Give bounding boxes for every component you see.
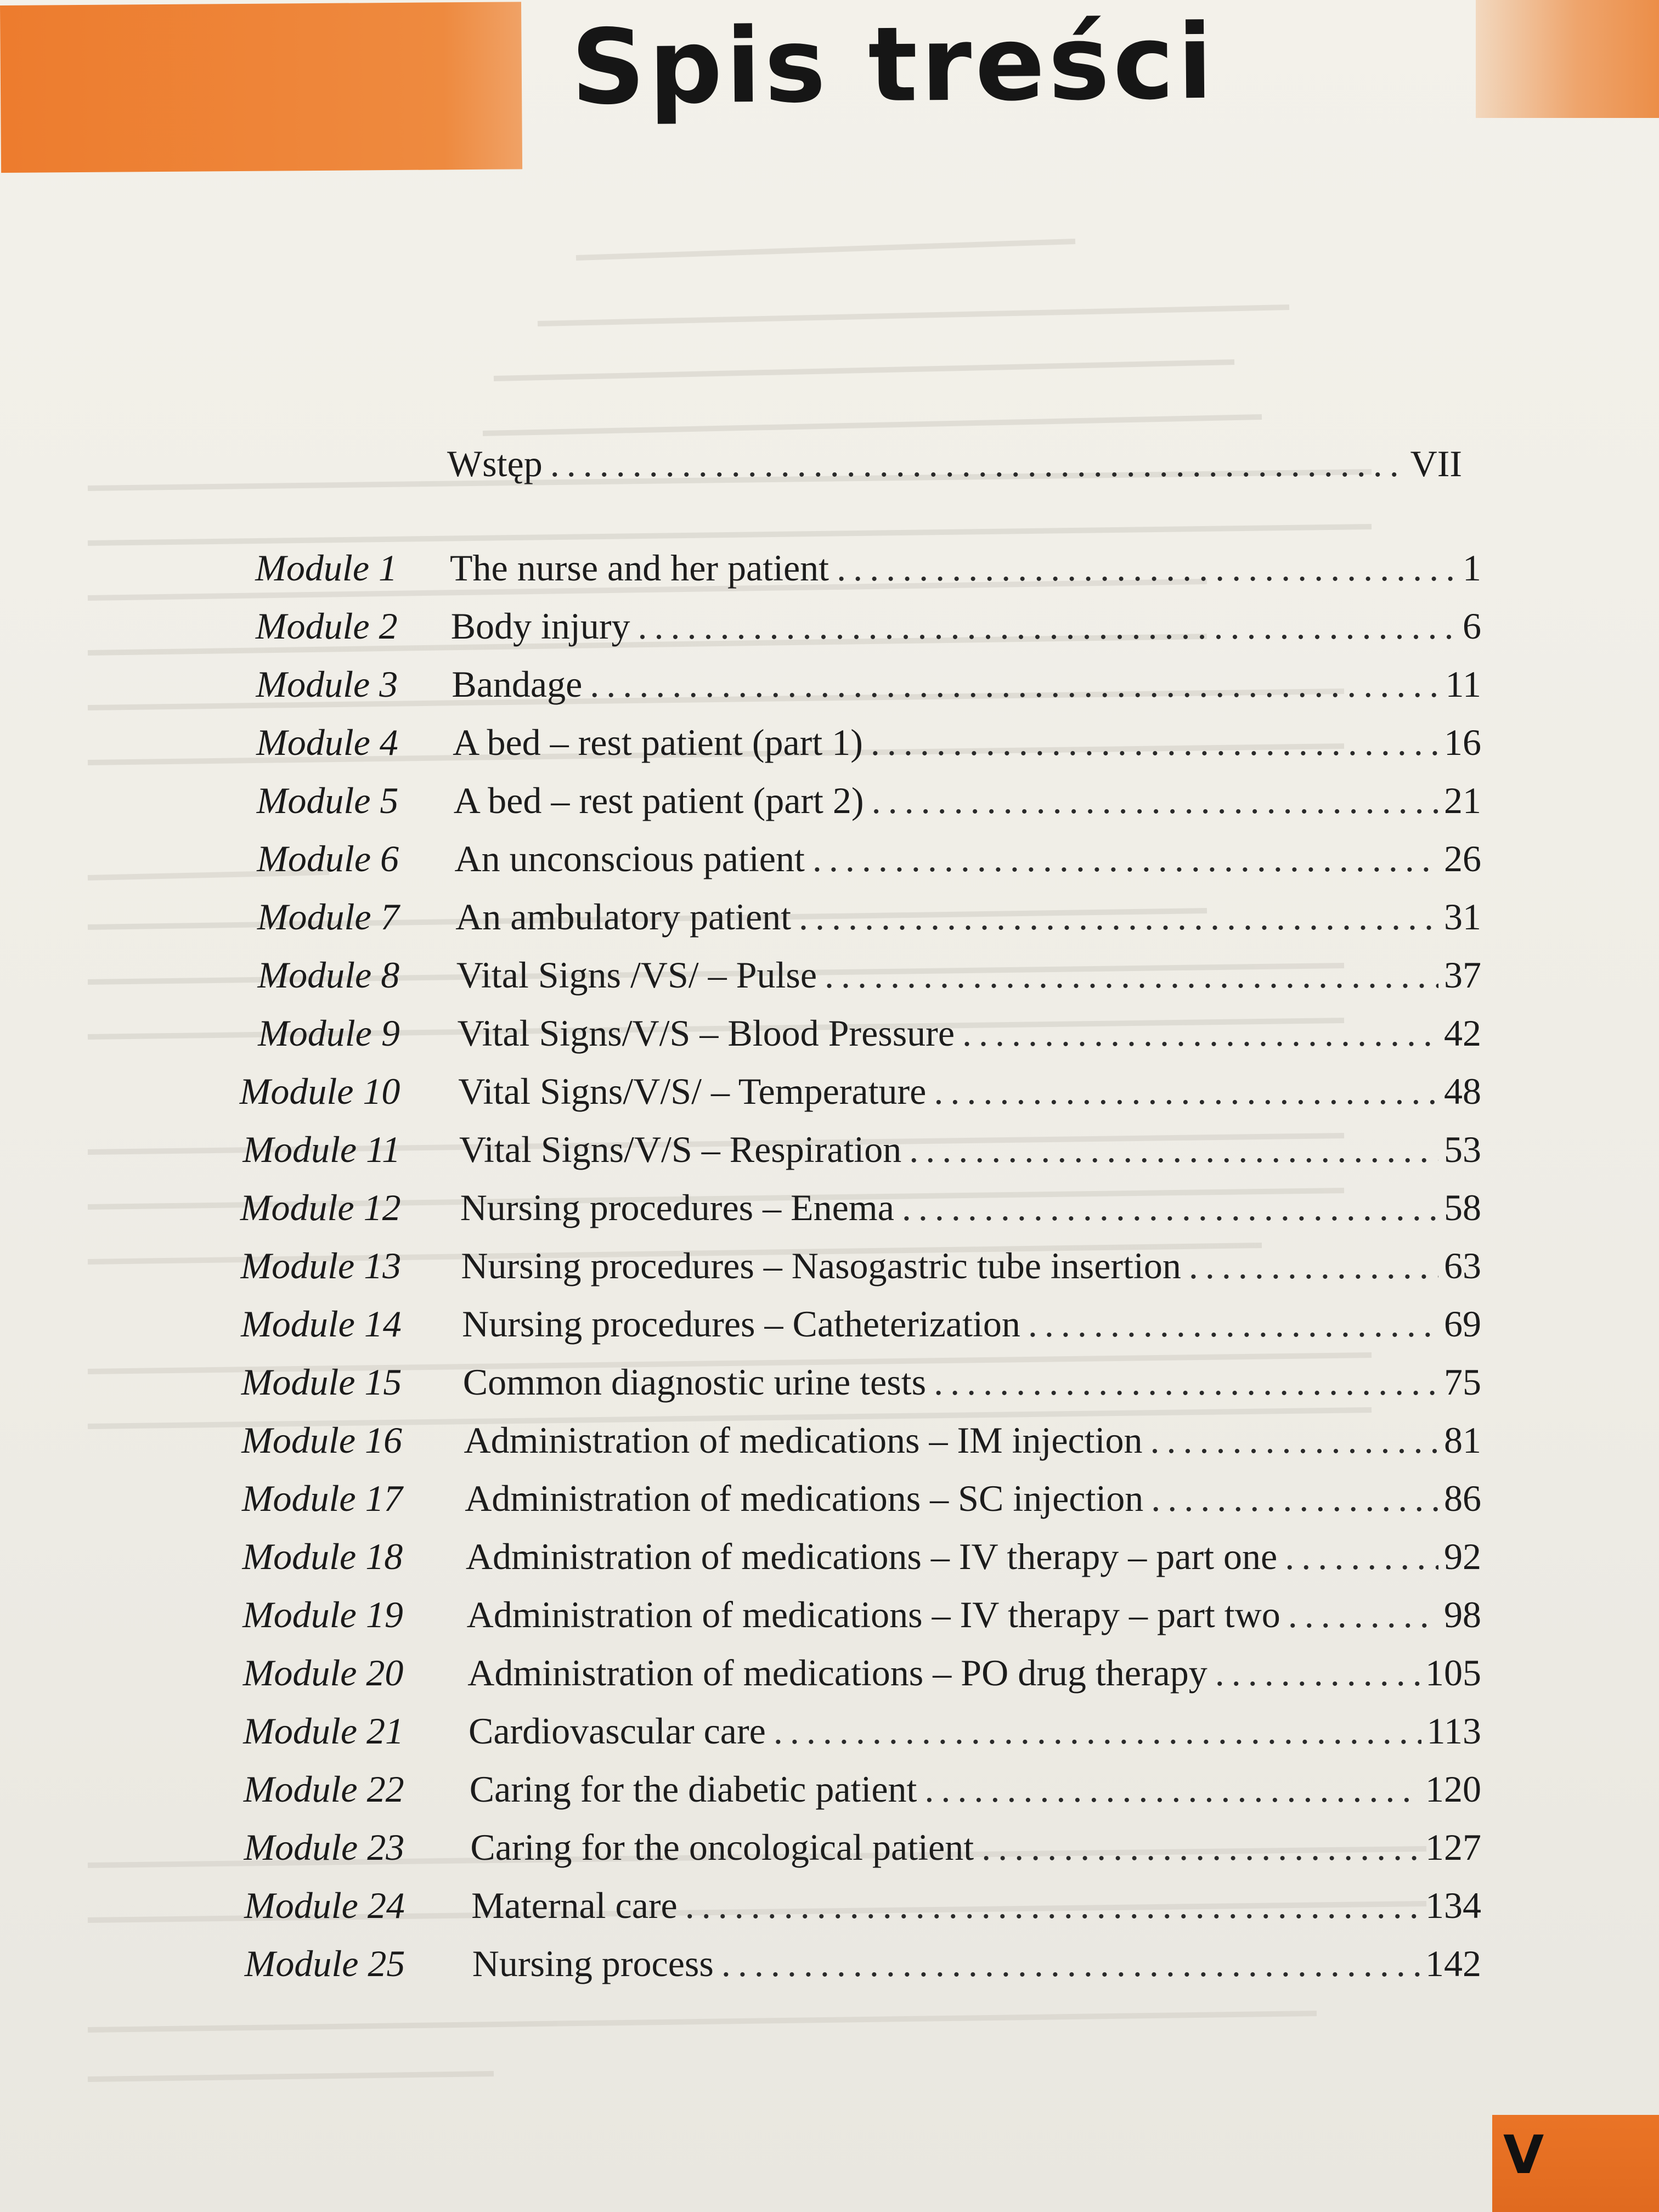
module-label: Module 17 [241, 1477, 403, 1519]
toc-module-row [0, 1238, 1659, 1293]
dot-leader [1028, 1296, 1438, 1351]
toc-module-row [0, 1180, 1659, 1235]
module-page-number: 53 [1444, 1128, 1481, 1170]
module-entry [451, 599, 1481, 653]
module-entry [471, 1878, 1481, 1933]
module-page-number: 92 [1443, 1536, 1481, 1577]
module-label: Module 10 [239, 1070, 400, 1112]
module-title: Administration of medications – IV therapy – part one [465, 1536, 1278, 1577]
module-label: Module 5 [256, 780, 399, 821]
module-page-number: 42 [1443, 1012, 1481, 1054]
module-title: Administration of medications – PO drug therapy [467, 1652, 1207, 1694]
module-page-number: 1 [1463, 547, 1481, 589]
toc-module-row [0, 1703, 1659, 1758]
toc-module-row [0, 1471, 1659, 1526]
dot-leader [1285, 1529, 1438, 1584]
module-page-number: 31 [1443, 896, 1481, 938]
module-title: Body injury [450, 605, 630, 647]
toc-module-row [0, 599, 1659, 653]
module-title: Administration of medications – IV therapy – part two [466, 1594, 1280, 1635]
module-page-number: 48 [1443, 1070, 1481, 1112]
module-title: Vital Signs/V/S – Blood Pressure [457, 1012, 955, 1054]
module-entry [467, 1645, 1481, 1700]
toc-module-row [0, 715, 1659, 770]
module-title: Administration of medications – IM injection [464, 1419, 1143, 1461]
dot-leader [902, 1180, 1438, 1235]
module-title: A bed – rest patient (part 2) [453, 780, 864, 821]
toc-module-row [0, 947, 1659, 1002]
module-page-number: 81 [1444, 1419, 1481, 1461]
toc-module-row [0, 1064, 1659, 1119]
module-page-number: 142 [1425, 1943, 1481, 1984]
dot-leader [1189, 1238, 1438, 1293]
module-entry [467, 1587, 1481, 1642]
dot-leader [812, 831, 1438, 886]
module-title: Administration of medications – SC injection [465, 1477, 1144, 1519]
module-title: A bed – rest patient (part 1) [453, 721, 863, 763]
module-entry [466, 1529, 1481, 1584]
module-label: Module 20 [242, 1652, 404, 1694]
module-label: Module 8 [257, 954, 400, 996]
toc-module-row [0, 1355, 1659, 1409]
module-page-number: 113 [1426, 1710, 1481, 1752]
module-entry [470, 1820, 1481, 1875]
module-entry [465, 1471, 1481, 1526]
module-title: Cardiovascular care [469, 1710, 766, 1752]
toc-module-row [0, 1762, 1659, 1816]
module-page-number: 98 [1443, 1594, 1481, 1635]
module-label: Module 13 [240, 1245, 402, 1286]
dot-leader [871, 715, 1438, 770]
module-label: Module 6 [257, 838, 399, 879]
toc-module-row [0, 1936, 1659, 1991]
module-label: Module 25 [244, 1943, 405, 1984]
toc-intro-page: VII [1410, 443, 1462, 484]
module-label: Module 14 [241, 1303, 402, 1345]
module-title: The nurse and her patient [450, 547, 830, 589]
dot-leader [1215, 1645, 1420, 1700]
dot-leader [934, 1064, 1438, 1119]
module-title: Nursing procedures – Enema [460, 1187, 894, 1228]
module-label: Module 12 [240, 1187, 401, 1228]
module-page-number: 21 [1443, 780, 1481, 821]
module-page-number: 75 [1443, 1361, 1481, 1403]
module-page-number: 37 [1443, 954, 1481, 996]
dot-leader [1151, 1471, 1438, 1526]
dot-leader [774, 1703, 1421, 1758]
module-entry [460, 1180, 1481, 1235]
module-entry [472, 1936, 1481, 1991]
module-page-number: 58 [1443, 1187, 1481, 1228]
module-title: Caring for the diabetic patient [469, 1768, 917, 1810]
module-label: Module 19 [242, 1594, 403, 1635]
module-entry [456, 947, 1481, 1002]
toc-intro-row [0, 436, 1659, 491]
dot-leader [872, 773, 1438, 828]
module-page-number: 86 [1443, 1477, 1481, 1519]
module-label: Module 9 [258, 1012, 400, 1054]
module-page-number: 120 [1425, 1768, 1481, 1810]
module-title: Bandage [452, 663, 583, 705]
dot-leader [590, 657, 1440, 712]
module-entry [463, 1355, 1481, 1409]
module-title: Vital Signs /VS/ – Pulse [456, 954, 817, 996]
toc-module-row [0, 1006, 1659, 1060]
toc-intro-entry [447, 436, 1462, 491]
module-entry [454, 773, 1481, 828]
module-label: Module 15 [241, 1361, 402, 1403]
module-label: Module 21 [243, 1710, 404, 1752]
module-page-number: 127 [1425, 1826, 1481, 1868]
module-entry [455, 889, 1481, 944]
dot-leader [799, 889, 1438, 944]
page-number: V [1503, 2124, 1544, 2186]
module-label: Module 4 [256, 721, 398, 763]
module-label: Module 7 [257, 896, 399, 938]
module-page-number: 26 [1444, 838, 1481, 879]
toc-module-row [0, 1296, 1659, 1351]
toc-module-row [0, 657, 1659, 712]
dot-leader [981, 1820, 1420, 1875]
dot-leader [637, 599, 1457, 653]
module-label: Module 23 [244, 1826, 405, 1868]
module-page-number: 134 [1425, 1884, 1481, 1926]
module-entry [459, 1122, 1481, 1177]
toc-module-row [0, 540, 1659, 595]
module-title: Nursing procedures – Nasogastric tube insertion [461, 1245, 1181, 1286]
toc-module-row [0, 1878, 1659, 1933]
module-entry [455, 831, 1482, 886]
module-page-number: 63 [1443, 1245, 1481, 1286]
toc-module-row [0, 1529, 1659, 1584]
module-label: Module 16 [241, 1419, 402, 1461]
module-label: Module 18 [242, 1536, 403, 1577]
toc-module-row [0, 773, 1659, 828]
module-entry [470, 1762, 1481, 1816]
module-title: Nursing procedures – Catheterization [462, 1303, 1020, 1345]
module-entry [462, 1296, 1481, 1351]
page-title: Spis treści [570, 2, 1217, 128]
module-entry [450, 540, 1481, 595]
toc-module-row [0, 1122, 1659, 1177]
module-title: Vital Signs/V/S/ – Temperature [458, 1070, 927, 1112]
module-label: Module 22 [243, 1768, 404, 1810]
toc-module-row [0, 1413, 1659, 1468]
module-label: Module 11 [242, 1128, 400, 1170]
module-page-number: 11 [1445, 663, 1481, 705]
module-label: Module 24 [244, 1884, 405, 1926]
module-page-number: 105 [1425, 1652, 1481, 1694]
module-page-number: 69 [1443, 1303, 1481, 1345]
toc-module-row [0, 1645, 1659, 1700]
toc-module-row [0, 889, 1659, 944]
dot-leader [550, 436, 1405, 491]
module-entry [461, 1238, 1481, 1293]
module-title: An ambulatory patient [455, 896, 792, 938]
dot-leader [934, 1355, 1438, 1409]
toc-intro-title: Wstęp [447, 443, 543, 484]
dot-leader [909, 1122, 1438, 1177]
module-title: Nursing process [472, 1943, 714, 1984]
dot-leader [721, 1936, 1420, 1991]
module-entry [452, 657, 1481, 712]
module-label: Module 1 [255, 547, 397, 589]
module-title: Maternal care [471, 1884, 678, 1926]
module-title: Vital Signs/V/S – Respiration [459, 1128, 902, 1170]
toc-module-row [0, 1587, 1659, 1642]
module-entry [469, 1703, 1481, 1758]
module-page-number: 16 [1443, 721, 1481, 763]
module-label: Module 2 [255, 605, 398, 647]
dot-leader [825, 947, 1438, 1002]
module-title: Common diagnostic urine tests [462, 1361, 927, 1403]
module-entry [464, 1413, 1482, 1468]
module-entry [453, 715, 1481, 770]
dot-leader [1150, 1413, 1438, 1468]
module-page-number: 6 [1462, 605, 1481, 647]
module-entry [458, 1064, 1481, 1119]
toc-module-row [0, 1820, 1659, 1875]
dot-leader [962, 1006, 1438, 1060]
module-title: An unconscious patient [454, 838, 805, 879]
module-label: Module 3 [256, 663, 398, 705]
dot-leader [685, 1878, 1420, 1933]
module-title: Caring for the oncological patient [470, 1826, 974, 1868]
module-entry [458, 1006, 1481, 1060]
dot-leader [1288, 1587, 1438, 1642]
toc-module-row [0, 831, 1659, 886]
dot-leader [837, 540, 1457, 595]
dot-leader [924, 1762, 1420, 1816]
